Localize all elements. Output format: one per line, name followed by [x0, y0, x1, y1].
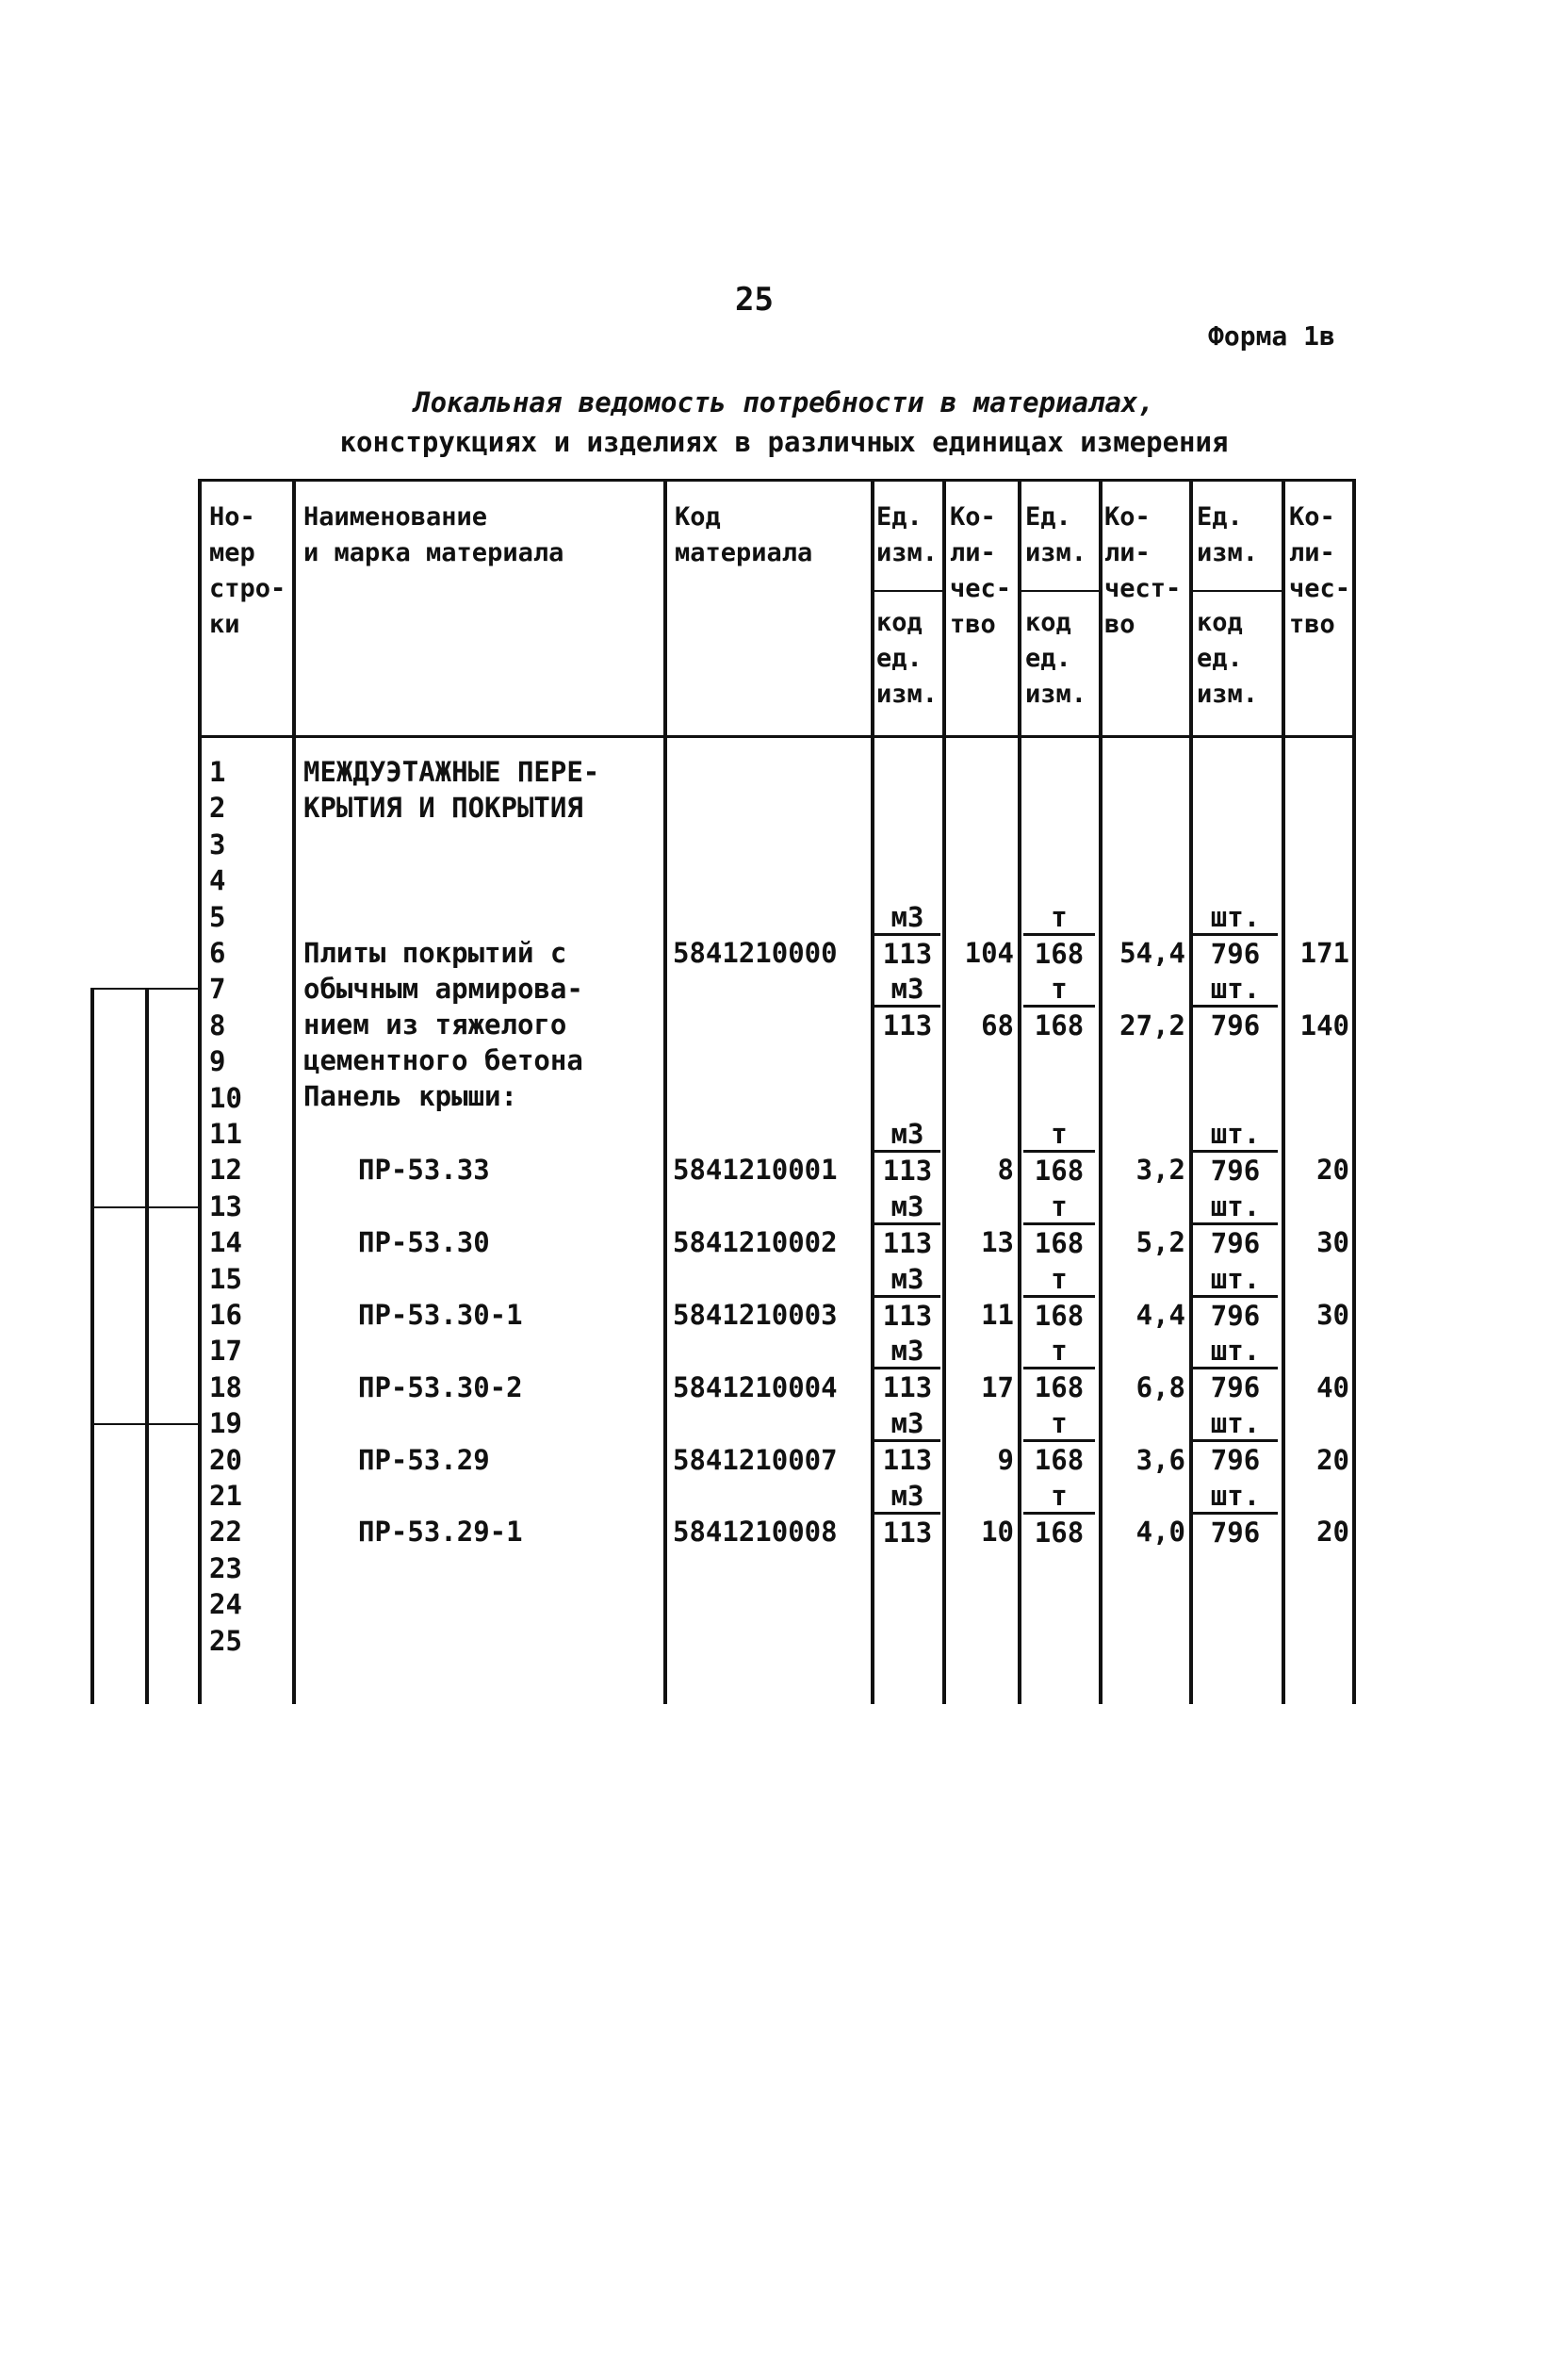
margin-bracket-mid	[90, 1423, 200, 1425]
header-unit1-bottom: код ед. изм.	[876, 608, 939, 709]
unit1-fraction-unit: м3	[874, 1480, 940, 1515]
group-name: Плиты покрытий с обычным армирова- нием из тяжелого цементного бетона	[303, 937, 583, 1076]
form-label: Форма 1в	[1208, 320, 1335, 352]
quantity1: 8	[997, 1154, 1014, 1187]
unit1-fraction	[874, 1335, 940, 1405]
line-number: 18	[209, 1370, 242, 1403]
header-qty1: Ко- ли- чес- тво	[950, 502, 1012, 639]
unit1-fraction-code: 113	[882, 937, 933, 970]
unit2-fraction-code: 168	[1034, 1444, 1085, 1477]
line-number: 23	[209, 1551, 242, 1584]
material-code: 5841210001	[673, 1154, 838, 1187]
column-border	[292, 479, 296, 1704]
unit3-fraction-code: 796	[1210, 1371, 1261, 1404]
quantity3: 171	[1299, 937, 1349, 969]
item-name: ПР-53.33	[358, 1154, 490, 1187]
header-code: Код материала	[675, 502, 813, 567]
line-number: 5	[209, 900, 226, 933]
line-number: 16	[209, 1299, 242, 1331]
item-name: ПР-53.30-1	[358, 1299, 523, 1331]
quantity3: 40	[1316, 1370, 1349, 1403]
quantity1: 11	[981, 1299, 1014, 1331]
unit3-fraction	[1193, 1480, 1278, 1550]
document-title-line-1: Локальная ведомость потребности в материалах,	[414, 386, 1154, 418]
quantity3: 140	[1299, 1008, 1349, 1041]
unit2-fraction	[1023, 1335, 1095, 1405]
quantity3: 30	[1316, 1226, 1349, 1259]
unit3-fraction-code: 796	[1210, 1226, 1261, 1259]
header-row-number: Но- мер стро- ки	[209, 502, 286, 639]
document-title-line-2: конструкциях и изделиях в различных единицах измерения	[339, 426, 1229, 458]
header-qty3: Ко- ли- чес- тво	[1289, 502, 1351, 639]
unit3-fraction-unit: шт.	[1193, 1480, 1278, 1515]
unit2-fraction-code: 168	[1034, 937, 1085, 970]
quantity2: 6,8	[1135, 1370, 1185, 1403]
unit1-fraction-unit: м3	[874, 901, 940, 936]
line-number: 6	[209, 937, 226, 969]
unit1-fraction	[874, 1190, 940, 1261]
header-unit2-top: Ед. изм.	[1025, 502, 1087, 567]
unit2-fraction-unit: т	[1023, 973, 1095, 1008]
unit3-fraction-code: 796	[1210, 937, 1261, 970]
material-code: 5841210003	[673, 1299, 838, 1331]
quantity2: 5,2	[1135, 1226, 1185, 1259]
quantity1: 10	[981, 1516, 1014, 1549]
unit3-fraction	[1193, 1118, 1278, 1189]
unit3-fraction	[1193, 1407, 1278, 1478]
unit1-fraction-unit: м3	[874, 973, 940, 1008]
unit2-fraction-code: 168	[1034, 1155, 1085, 1187]
unit3-fraction	[1193, 901, 1278, 972]
unit3-fraction-unit: шт.	[1193, 1118, 1278, 1153]
line-number: 22	[209, 1516, 242, 1549]
unit2-fraction-unit: т	[1023, 1407, 1095, 1442]
unit3-fraction-unit: шт.	[1193, 1407, 1278, 1442]
quantity1: 13	[981, 1226, 1014, 1259]
section-title: МЕЖДУЭТАЖНЫЕ ПЕРЕ- КРЫТИЯ И ПОКРЫТИЯ	[303, 756, 600, 824]
margin-bracket-line	[145, 988, 149, 1704]
quantity2: 27,2	[1119, 1008, 1185, 1041]
unit1-fraction-unit: м3	[874, 1263, 940, 1298]
unit2-fraction-code: 168	[1034, 1371, 1085, 1404]
unit1-fraction-code: 113	[882, 1009, 933, 1042]
unit2-fraction-code: 168	[1034, 1299, 1085, 1332]
unit2-fraction-unit: т	[1023, 1118, 1095, 1153]
unit3-fraction-unit: шт.	[1193, 901, 1278, 936]
quantity2: 54,4	[1119, 937, 1185, 969]
unit2-fraction	[1023, 1190, 1095, 1261]
unit3-fraction-code: 796	[1210, 1444, 1261, 1477]
column-border	[1352, 479, 1356, 1704]
line-number: 19	[209, 1407, 242, 1440]
line-number: 17	[209, 1335, 242, 1368]
material-code: 5841210002	[673, 1226, 838, 1259]
unit3-fraction-code: 796	[1210, 1517, 1261, 1549]
table-top-border	[198, 479, 1352, 482]
quantity3: 20	[1316, 1154, 1349, 1187]
unit2-fraction	[1023, 1480, 1095, 1550]
unit1-fraction	[874, 1263, 940, 1334]
page-number: 25	[735, 281, 774, 319]
unit-subheader-divider	[871, 590, 942, 592]
unit2-fraction-code: 168	[1034, 1009, 1085, 1042]
line-number: 13	[209, 1189, 242, 1222]
unit2-fraction	[1023, 973, 1095, 1043]
unit3-fraction	[1193, 1263, 1278, 1334]
line-number: 25	[209, 1624, 242, 1657]
item-name: ПР-53.29-1	[358, 1516, 523, 1549]
line-number: 1	[209, 756, 226, 788]
material-code: 5841210008	[673, 1516, 838, 1549]
unit2-fraction-unit: т	[1023, 1263, 1095, 1298]
quantity2: 3,6	[1135, 1443, 1185, 1476]
unit2-fraction	[1023, 1118, 1095, 1189]
unit1-fraction	[874, 1407, 940, 1478]
unit1-fraction-unit: м3	[874, 1190, 940, 1225]
header-unit1-top: Ед. изм.	[876, 502, 939, 567]
column-border	[198, 479, 202, 1704]
unit1-fraction-code: 113	[882, 1226, 933, 1259]
header-unit3-top: Ед. изм.	[1197, 502, 1259, 567]
header-unit3-bottom: код ед. изм.	[1197, 608, 1259, 709]
margin-bracket-line	[90, 988, 94, 1704]
unit1-fraction-code: 113	[882, 1371, 933, 1404]
header-name: Наименование и марка материала	[303, 502, 564, 567]
unit1-fraction-unit: м3	[874, 1407, 940, 1442]
unit2-fraction	[1023, 901, 1095, 972]
line-number: 14	[209, 1226, 242, 1259]
line-number: 24	[209, 1588, 242, 1621]
unit1-fraction	[874, 973, 940, 1043]
header-bottom-border	[198, 735, 1352, 738]
unit3-fraction-code: 796	[1210, 1155, 1261, 1187]
unit3-fraction	[1193, 1335, 1278, 1405]
unit3-fraction-unit: шт.	[1193, 1190, 1278, 1225]
unit2-fraction-code: 168	[1034, 1517, 1085, 1549]
unit3-fraction-code: 796	[1210, 1299, 1261, 1332]
unit3-fraction-code: 796	[1210, 1009, 1261, 1042]
quantity3: 20	[1316, 1443, 1349, 1476]
line-number: 12	[209, 1154, 242, 1187]
quantity1: 9	[997, 1443, 1014, 1476]
unit1-fraction-code: 113	[882, 1444, 933, 1477]
unit2-fraction-unit: т	[1023, 901, 1095, 936]
unit1-fraction	[874, 901, 940, 972]
header-qty2: Ко- ли- чест- во	[1104, 502, 1182, 639]
unit2-fraction-unit: т	[1023, 1335, 1095, 1369]
quantity2: 4,4	[1135, 1299, 1185, 1331]
unit3-fraction-unit: шт.	[1193, 1263, 1278, 1298]
unit-subheader-divider	[1189, 590, 1282, 592]
unit1-fraction	[874, 1118, 940, 1189]
quantity3: 20	[1316, 1516, 1349, 1549]
quantity1: 104	[964, 937, 1014, 969]
column-border	[1018, 479, 1021, 1704]
quantity1: 68	[981, 1008, 1014, 1041]
unit3-fraction	[1193, 973, 1278, 1043]
material-code: 5841210007	[673, 1443, 838, 1476]
quantity2: 3,2	[1135, 1154, 1185, 1187]
line-number: 11	[209, 1118, 242, 1150]
line-number: 7	[209, 973, 226, 1006]
line-number: 4	[209, 864, 226, 897]
quantity2: 4,0	[1135, 1516, 1185, 1549]
material-code: 5841210004	[673, 1370, 838, 1403]
line-number: 9	[209, 1045, 226, 1078]
unit2-fraction-unit: т	[1023, 1190, 1095, 1225]
margin-bracket-top	[90, 988, 200, 990]
subgroup-name: Панель крыши:	[303, 1080, 517, 1112]
line-number: 3	[209, 828, 226, 861]
item-name: ПР-53.29	[358, 1443, 490, 1476]
quantity3: 30	[1316, 1299, 1349, 1331]
item-name: ПР-53.30-2	[358, 1370, 523, 1403]
unit1-fraction-code: 113	[882, 1155, 933, 1187]
unit1-fraction	[874, 1480, 940, 1550]
line-number: 21	[209, 1480, 242, 1512]
unit1-fraction-unit: м3	[874, 1118, 940, 1153]
line-number: 20	[209, 1443, 242, 1476]
header-unit2-bottom: код ед. изм.	[1025, 608, 1087, 709]
unit3-fraction-unit: шт.	[1193, 1335, 1278, 1369]
unit1-fraction-code: 113	[882, 1299, 933, 1332]
unit2-fraction-unit: т	[1023, 1480, 1095, 1515]
column-border	[663, 479, 667, 1704]
unit2-fraction	[1023, 1263, 1095, 1334]
unit-subheader-divider	[1018, 590, 1099, 592]
line-number: 15	[209, 1262, 242, 1295]
material-code: 5841210000	[673, 937, 838, 969]
margin-bracket-mid	[90, 1206, 200, 1208]
item-name: ПР-53.30	[358, 1226, 490, 1259]
unit3-fraction	[1193, 1190, 1278, 1261]
quantity1: 17	[981, 1370, 1014, 1403]
unit1-fraction-unit: м3	[874, 1335, 940, 1369]
line-number: 8	[209, 1008, 226, 1041]
unit2-fraction-code: 168	[1034, 1226, 1085, 1259]
unit3-fraction-unit: шт.	[1193, 973, 1278, 1008]
line-number: 2	[209, 792, 226, 825]
line-number: 10	[209, 1081, 242, 1114]
unit1-fraction-code: 113	[882, 1517, 933, 1549]
unit2-fraction	[1023, 1407, 1095, 1478]
